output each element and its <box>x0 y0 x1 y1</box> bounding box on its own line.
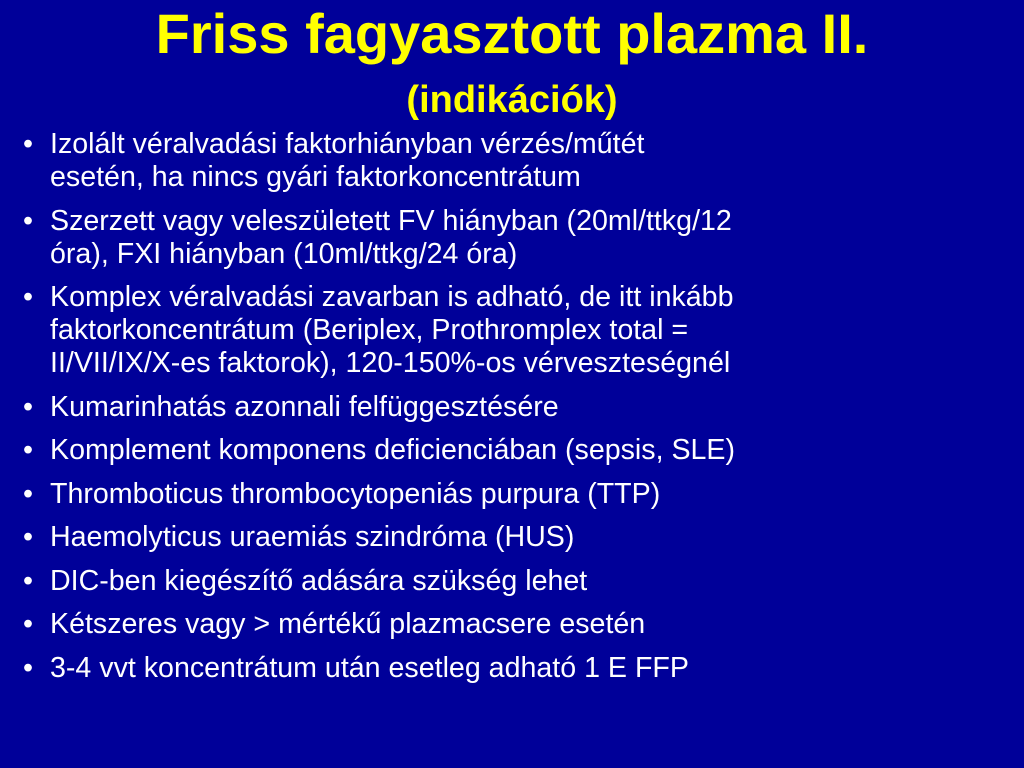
bullet-item <box>18 608 1018 641</box>
bullet-item <box>18 478 1018 511</box>
bullet-line: Kumarinhatás azonnali felfüggesztésére <box>50 390 559 423</box>
bullet-line: Szerzett vagy veleszületett FV hiányban (20ml/ttkg/12 <box>50 204 732 237</box>
bullet-item <box>18 652 1018 685</box>
bullet-line: esetén, ha nincs gyári faktorkoncentrátum <box>50 161 581 193</box>
bullet-line: Komplex véralvadási zavarban is adható, de itt inkább <box>50 281 734 313</box>
bullet-line: 3-4 vvt koncentrátum után esetleg adható 1 E FFP <box>50 651 689 684</box>
bullet-line: faktorkoncentrátum (Beriplex, Prothromplex total = <box>50 314 689 346</box>
slide-subtitle: (indikációk) <box>406 79 618 121</box>
bullet-line: DIC-ben kiegészítő adására szükség lehet <box>50 564 588 597</box>
bullet-icon: • <box>22 204 33 237</box>
bullet-line: Komplement komponens deficienciában (sepsis, SLE) <box>50 434 736 466</box>
bullet-icon: • <box>22 477 33 510</box>
bullet-icon: • <box>22 608 33 640</box>
bullet-icon: • <box>22 651 33 684</box>
slide-title: Friss fagyasztott plazma II. <box>155 2 869 65</box>
bullet-icon: • <box>22 281 33 313</box>
bullet-icon: • <box>22 564 33 597</box>
bullet-icon: • <box>22 128 33 160</box>
bullet-icon: • <box>22 390 33 423</box>
bullet-item <box>18 391 1018 424</box>
bullet-line: Kétszeres vagy > mértékű plazmacsere esetén <box>50 608 646 640</box>
bullet-line: II/VII/IX/X-es faktorok), 120-150%-os vérveszteségnél <box>50 347 731 379</box>
bullet-line: Thromboticus thrombocytopeniás purpura (TTP) <box>50 477 661 510</box>
bullet-item <box>18 565 1018 598</box>
bullet-item <box>18 205 1018 271</box>
bullet-item <box>18 128 1018 194</box>
bullet-line: Izolált véralvadási faktorhiányban vérzés/műtét <box>50 128 645 160</box>
bullet-list <box>18 128 1018 695</box>
bullet-item <box>18 521 1018 554</box>
bullet-item <box>18 281 1018 380</box>
bullet-line: óra), FXI hiányban (10ml/ttkg/24 óra) <box>50 237 518 270</box>
bullet-item <box>18 434 1018 467</box>
bullet-icon: • <box>22 521 33 553</box>
bullet-line: Haemolyticus uraemiás szindróma (HUS) <box>50 521 575 553</box>
bullet-icon: • <box>22 434 33 466</box>
